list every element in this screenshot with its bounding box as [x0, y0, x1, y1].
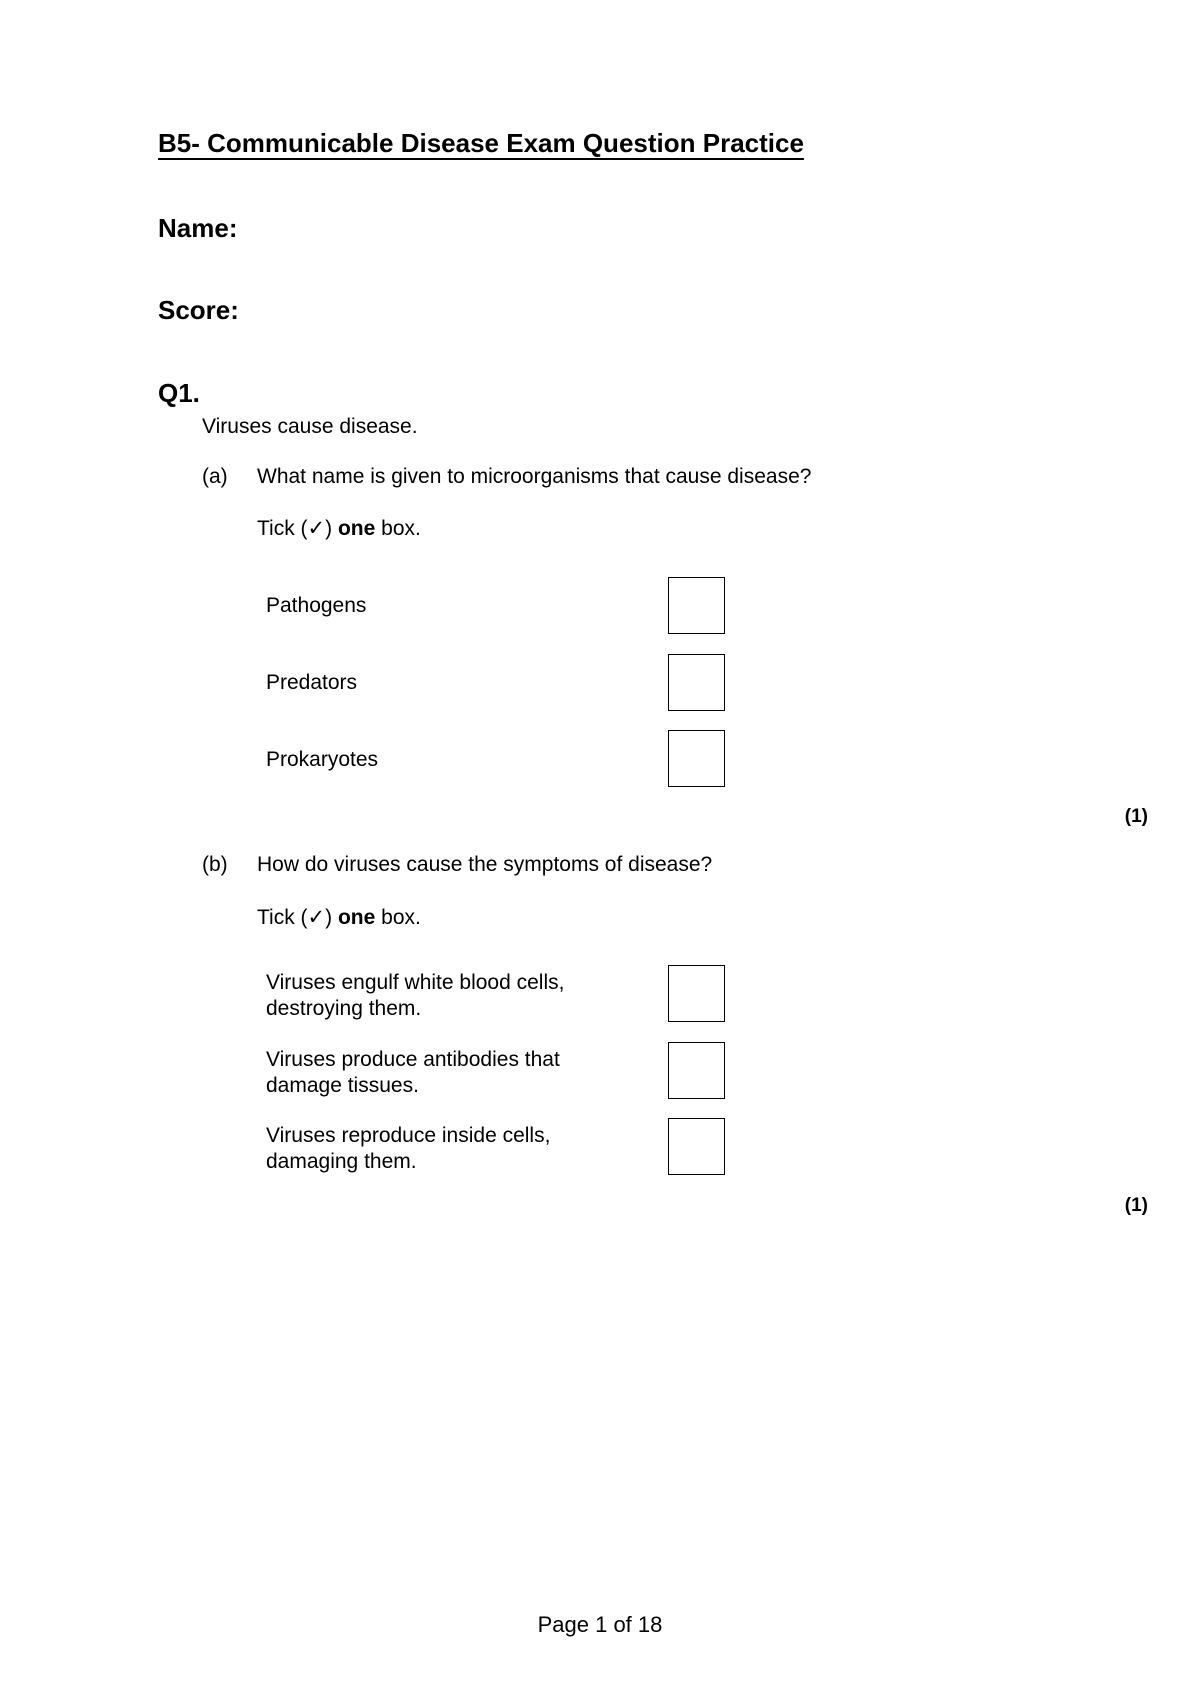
part-b-marks: (1) — [1124, 1195, 1148, 1216]
instruction-prefix: Tick ( — [257, 517, 308, 540]
page-title: B5- Communicable Disease Exam Question Practice — [158, 128, 804, 158]
part-a-instruction — [257, 516, 421, 542]
instruction-prefix: Tick ( — [257, 906, 308, 929]
option-a-2: Predators — [266, 671, 358, 694]
checkbox-a-1[interactable] — [668, 577, 725, 634]
checkbox-a-2[interactable] — [668, 654, 725, 711]
instruction-suffix: box. — [375, 906, 421, 929]
instruction-mid: ) — [325, 517, 338, 540]
checkbox-b-3[interactable] — [668, 1118, 725, 1175]
part-a-question: What name is given to microorganisms that cause disease? — [257, 465, 812, 488]
question-number: Q1. — [158, 378, 200, 408]
tick-icon: ✓ — [307, 906, 326, 929]
part-b-question: How do viruses cause the symptoms of disease? — [257, 853, 713, 876]
name-label: Name: — [158, 213, 238, 243]
question-intro: Viruses cause disease. — [202, 415, 418, 438]
checkbox-b-1[interactable] — [668, 965, 725, 1022]
part-a-label: (a) — [202, 465, 228, 488]
tick-icon: ✓ — [307, 517, 326, 540]
option-a-3: Prokaryotes — [266, 748, 379, 771]
score-label: Score: — [158, 295, 239, 325]
instruction-suffix: box. — [375, 517, 421, 540]
part-b-label: (b) — [202, 853, 228, 876]
instruction-bold-word: one — [337, 517, 376, 540]
option-b-1: Viruses engulf white blood cells, destroying them. — [266, 971, 565, 1020]
checkbox-b-2[interactable] — [668, 1042, 725, 1099]
part-a-marks: (1) — [1124, 806, 1148, 827]
instruction-mid: ) — [325, 906, 338, 929]
option-b-2: Viruses produce antibodies that damage tissues. — [266, 1048, 560, 1097]
option-a-1: Pathogens — [266, 594, 367, 617]
option-b-3: Viruses reproduce inside cells, damaging them. — [266, 1124, 551, 1173]
instruction-bold-word: one — [337, 906, 376, 929]
checkbox-a-3[interactable] — [668, 730, 725, 787]
part-b-instruction — [257, 905, 421, 931]
page-number: Page 1 of 18 — [537, 1612, 663, 1637]
